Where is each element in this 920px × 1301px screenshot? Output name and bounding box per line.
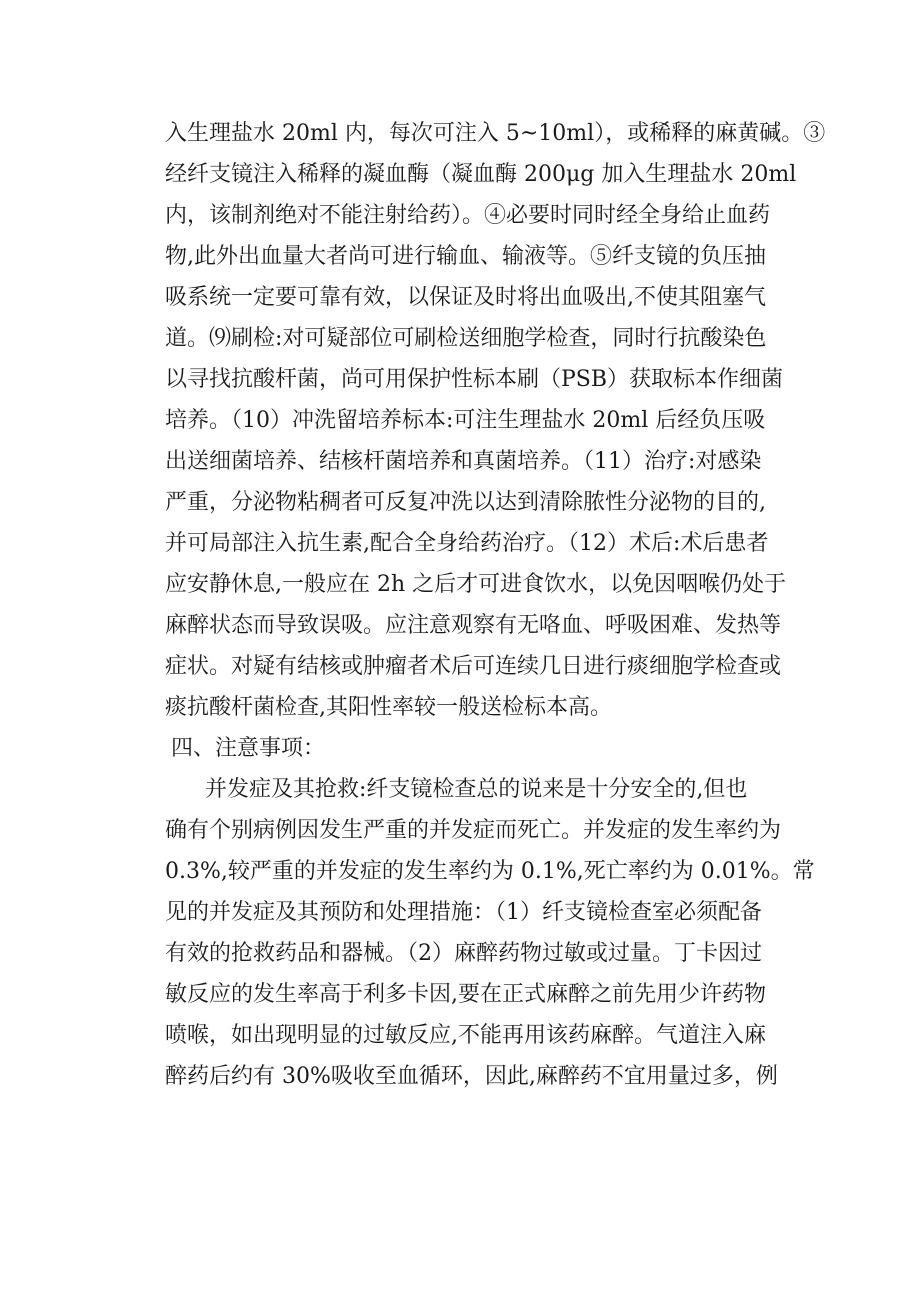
paragraph-complications bbox=[165, 769, 815, 1097]
text-line: 严重，分泌物粘稠者可反复冲洗以达到清除脓性分泌物的目的, bbox=[165, 490, 766, 515]
text-line: 症状。对疑有结核或肿瘤者术后可连续几日进行痰细胞学检查或 bbox=[165, 654, 782, 679]
text-line: 麻醉状态而导致误吸。应注意观察有无咯血、呼吸困难、发热等 bbox=[165, 613, 782, 638]
text-line: 内，该制剂绝对不能注射给药）。④必要时同时经全身给止血药 bbox=[165, 203, 771, 228]
text-line: 应安静休息,一般应在 2h 之后才可进食饮水，以免因咽喉仍处于 bbox=[165, 572, 787, 597]
text-line: 确有个别病例因发生严重的并发症而死亡。并发症的发生率约为 bbox=[165, 818, 782, 843]
text-line: 0.3%,较严重的并发症的发生率约为 0.1%,死亡率约为 0.01%。常 bbox=[165, 859, 815, 884]
text-line: 培养。（10）冲洗留培养标本:可注生理盐水 20ml 后经负压吸 bbox=[165, 408, 766, 433]
text-line: 吸系统一定要可靠有效，以保证及时将出血吸出,不使其阻塞气 bbox=[165, 285, 766, 310]
text-line: 物,此外出血量大者尚可进行输血、输液等。⑤纤支镜的负压抽 bbox=[165, 244, 766, 269]
text-line: 入生理盐水 20ml 内，每次可注入 5~10ml），或稀释的麻黄碱。③ bbox=[165, 121, 826, 146]
text-line: 并可局部注入抗生素,配合全身给药治疗。（12）术后:术后患者 bbox=[165, 531, 769, 556]
text-line: 见的并发症及其预防和处理措施：（1）纤支镜检查室必须配备 bbox=[165, 900, 762, 925]
section-heading: 四、注意事项： bbox=[171, 736, 326, 761]
text-line: 有效的抢救药品和器械。（2）麻醉药物过敏或过量。丁卡因过 bbox=[165, 941, 762, 966]
text-line: 以寻找抗酸杆菌，尚可用保护性标本刷（PSB）获取标本作细菌 bbox=[165, 367, 784, 392]
text-line: 敏反应的发生率高于利多卡因,要在正式麻醉之前先用少许药物 bbox=[165, 982, 766, 1007]
text-line: 道。⑼刷检:对可疑部位可刷检送细胞学检查，同时行抗酸染色 bbox=[165, 326, 767, 351]
body-text bbox=[165, 113, 826, 1097]
text-line: 经纤支镜注入稀释的凝血酶（凝血酶 200μg 加入生理盐水 20ml bbox=[165, 162, 797, 187]
paragraph-procedure-continued bbox=[165, 113, 826, 728]
text-line: 醉药后约有 30%吸收至血循环，因此,麻醉药不宜用量过多，例 bbox=[165, 1064, 778, 1089]
text-line: 痰抗酸杆菌检查,其阳性率较一般送检标本高。 bbox=[165, 695, 612, 720]
text-line: 出送细菌培养、结核杆菌培养和真菌培养。（11）治疗:对感染 bbox=[165, 449, 762, 474]
text-line: 并发症及其抢救:纤支镜检查总的说来是十分安全的,但也 bbox=[205, 777, 748, 802]
text-line: 喷喉，如出现明显的过敏反应,不能再用该药麻醉。气道注入麻 bbox=[165, 1023, 766, 1048]
